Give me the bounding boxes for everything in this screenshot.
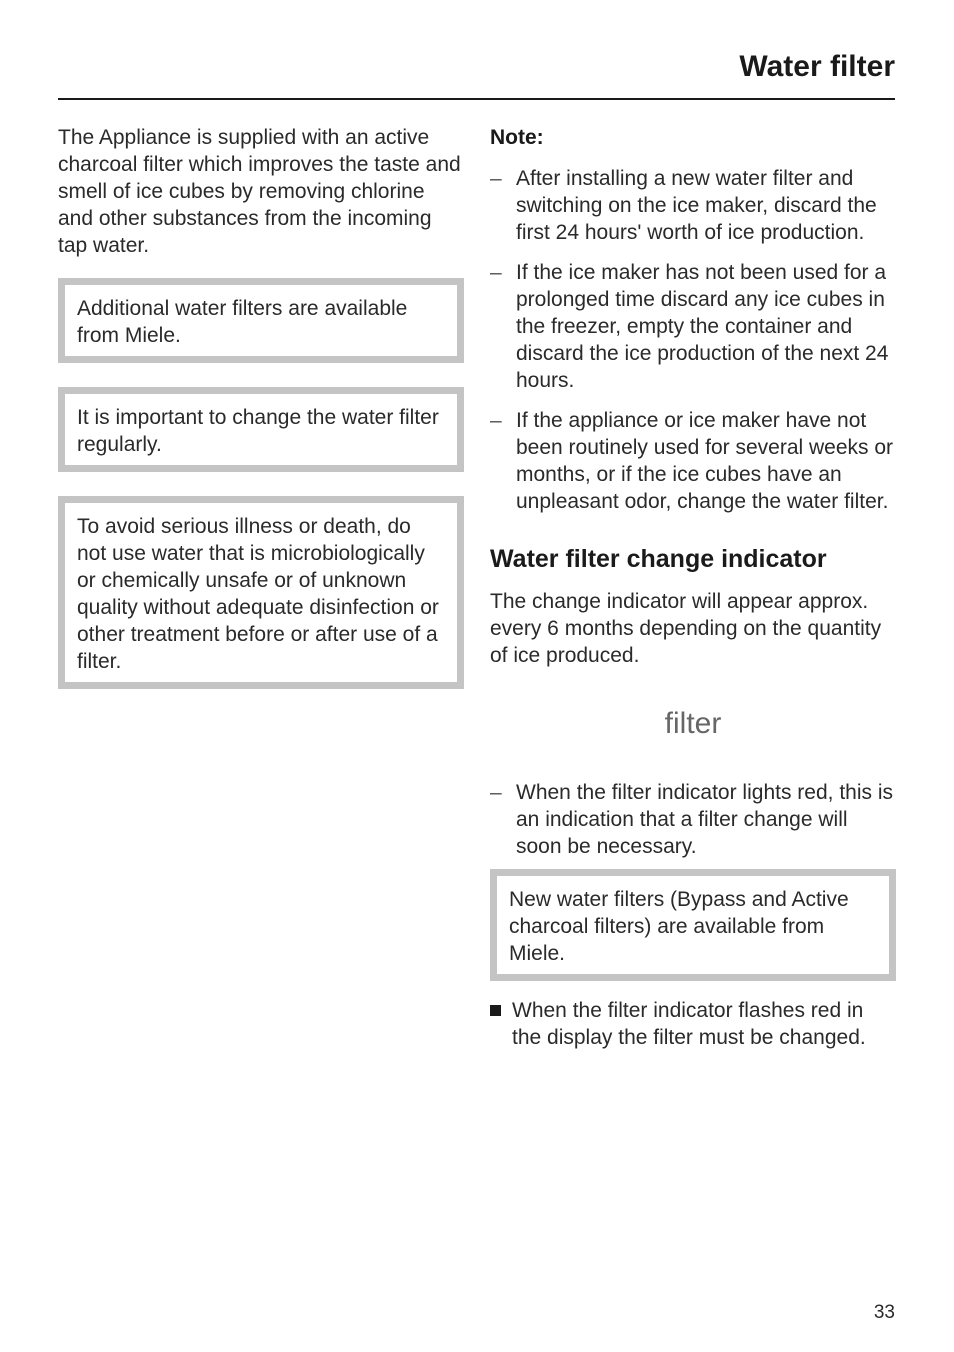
note-label: Note: xyxy=(490,126,544,149)
dash-bullet: – xyxy=(490,409,502,432)
page-title: Water filter xyxy=(739,50,895,83)
red-light-text: When the filter indicator lights red, this is an indication that a filter change will soon be necessary. xyxy=(516,781,893,858)
dash-bullet: – xyxy=(490,261,502,284)
info-box-new-filters: New water filters (Bypass and Active charcoal filters) are available from Miele. xyxy=(490,869,896,981)
red-light-item xyxy=(490,779,896,860)
left-column xyxy=(58,124,464,689)
indicator-paragraph: The change indicator will appear approx. every 6 months depending on the quantity of ice produced. xyxy=(490,590,882,667)
note-item-text: If the ice maker has not been used for a prolonged time discard any ice cubes in the freezer, empty the container and discard the ice production of the next 24 hours. xyxy=(516,261,889,392)
dash-bullet: – xyxy=(490,167,502,190)
square-bullet-icon xyxy=(490,1005,501,1016)
note-item-2 xyxy=(490,259,896,394)
title-rule xyxy=(58,98,895,100)
note-item-text: After installing a new water filter and switching on the ice maker, discard the first 24 hours' worth of ice production. xyxy=(516,167,877,244)
flash-instruction xyxy=(490,997,896,1051)
note-item-text: If the appliance or ice maker have not been routinely used for several weeks or months, or if the ice cubes have an unpleasant odor, change the water filter. xyxy=(516,409,894,513)
note-item-3 xyxy=(490,407,896,515)
info-box-additional-filters: Additional water filters are available from Miele. xyxy=(58,278,464,363)
note-list xyxy=(490,165,896,515)
note-item-1 xyxy=(490,165,896,246)
info-box-change-regularly: It is important to change the water filter regularly. xyxy=(58,387,464,472)
intro-paragraph: The Appliance is supplied with an active charcoal filter which improves the taste and smell of ice cubes by removing chlorine and other substances from the incoming tap water. xyxy=(58,126,461,257)
section-heading: Water filter change indicator xyxy=(490,545,827,573)
indicator-list xyxy=(490,779,896,860)
dash-bullet: – xyxy=(490,781,502,804)
page-number: 33 xyxy=(873,1302,895,1323)
right-column xyxy=(490,124,896,1051)
display-indicator-word: filter xyxy=(664,707,722,740)
flash-instruction-text: When the filter indicator flashes red in the display the filter must be changed. xyxy=(512,999,866,1049)
warning-box-water-safety: To avoid serious illness or death, do not use water that is microbiologically or chemically unsafe or of unknown quality without adequate disinfection or other treatment before or after use of a filter. xyxy=(58,496,464,689)
